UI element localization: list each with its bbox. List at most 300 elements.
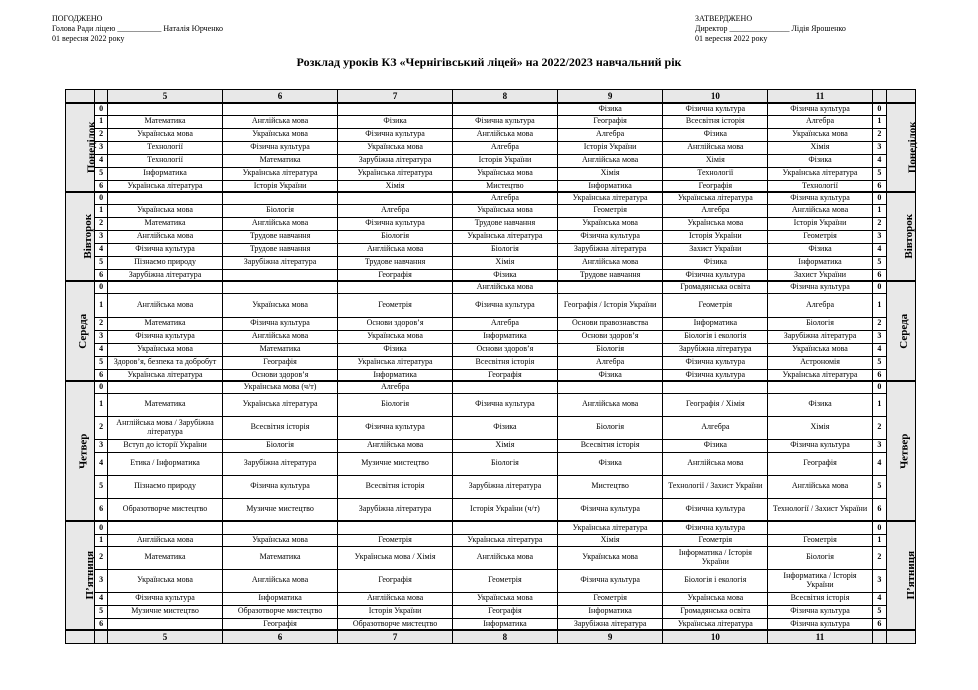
grade-header: 9 bbox=[558, 90, 663, 104]
subject-cell: Трудове навчання bbox=[222, 243, 338, 256]
subject-cell: Фізична культура bbox=[452, 115, 557, 128]
subject-cell: Фізична культура bbox=[663, 356, 768, 369]
subject-cell: Українська мова (ч/т) bbox=[222, 381, 338, 393]
day-name: Понеділок bbox=[906, 121, 919, 174]
subject-cell: Алгебра bbox=[768, 293, 872, 317]
lesson-number: 5 bbox=[94, 356, 107, 369]
subject-cell: Пізнаємо природу bbox=[108, 256, 223, 269]
subject-cell: Географія / Хімія bbox=[663, 393, 768, 416]
subject-cell: Хімія bbox=[558, 534, 663, 546]
page-title: Розклад уроків КЗ «Чернігівський ліцей» на 2022/2023 навчальний рік bbox=[296, 55, 682, 69]
lesson-row bbox=[66, 592, 916, 605]
subject-cell: Англійська мова / Зарубіжна література bbox=[108, 416, 223, 439]
subject-cell: Біологія bbox=[768, 546, 872, 569]
subject-cell: Англійська мова bbox=[338, 439, 453, 452]
lesson-number: 4 bbox=[872, 243, 886, 256]
subject-cell: Основи здоров’я bbox=[558, 330, 663, 343]
subject-cell: Астрономія bbox=[768, 356, 872, 369]
lesson-number: 0 bbox=[872, 381, 886, 393]
lesson-number: 1 bbox=[94, 204, 107, 217]
grade-header: 8 bbox=[452, 630, 557, 644]
subject-cell: Вступ до історії України bbox=[108, 439, 223, 452]
lesson-row bbox=[66, 439, 916, 452]
subject-cell bbox=[558, 381, 663, 393]
grade-header: 8 bbox=[452, 90, 557, 104]
subject-cell: Українська мова bbox=[452, 204, 557, 217]
corner-cell bbox=[94, 90, 107, 104]
subject-cell: Хімія bbox=[452, 256, 557, 269]
subject-cell: Фізика bbox=[663, 256, 768, 269]
day-name: Четвер bbox=[77, 433, 90, 469]
subject-cell: Англійська мова bbox=[222, 115, 338, 128]
subject-cell: Біологія bbox=[222, 439, 338, 452]
lesson-number: 6 bbox=[94, 618, 107, 630]
lesson-number: 6 bbox=[872, 618, 886, 630]
lesson-number: 6 bbox=[872, 369, 886, 381]
lesson-number: 2 bbox=[872, 416, 886, 439]
subject-cell: Інформатика / Історія України bbox=[768, 569, 872, 592]
subject-cell: Фізика bbox=[768, 393, 872, 416]
subject-cell: Українська мова bbox=[558, 546, 663, 569]
subject-cell: Інформатика bbox=[663, 317, 768, 330]
lesson-number: 4 bbox=[94, 452, 107, 475]
subject-cell: Алгебра bbox=[768, 115, 872, 128]
subject-cell: Хімія bbox=[663, 154, 768, 167]
subject-cell: Фізика bbox=[558, 369, 663, 381]
lesson-number: 1 bbox=[94, 393, 107, 416]
subject-cell: Алгебра bbox=[338, 204, 453, 217]
grade-header: 10 bbox=[663, 90, 768, 104]
subject-cell: Трудове навчання bbox=[222, 230, 338, 243]
subject-cell bbox=[768, 521, 872, 534]
subject-cell: Фізична культура bbox=[768, 439, 872, 452]
subject-cell: Англійська мова bbox=[663, 452, 768, 475]
lesson-row bbox=[66, 317, 916, 330]
grade-header: 6 bbox=[222, 630, 338, 644]
subject-cell: Біологія bbox=[452, 243, 557, 256]
subject-cell: Образотворче мистецтво bbox=[222, 605, 338, 618]
subject-cell: Математика bbox=[222, 546, 338, 569]
subject-cell: Музичне мистецтво bbox=[108, 605, 223, 618]
subject-cell: Фізика bbox=[663, 439, 768, 452]
subject-cell: Історія України bbox=[338, 605, 453, 618]
subject-cell: Фізична культура bbox=[108, 592, 223, 605]
subject-cell bbox=[222, 269, 338, 281]
grade-header: 10 bbox=[663, 630, 768, 644]
subject-cell: Технології bbox=[108, 154, 223, 167]
lesson-row bbox=[66, 618, 916, 630]
subject-cell: Громадянська освіта bbox=[663, 605, 768, 618]
subject-cell bbox=[338, 521, 453, 534]
lesson-row bbox=[66, 416, 916, 439]
subject-cell: Інформатика bbox=[108, 167, 223, 180]
lesson-number: 3 bbox=[94, 330, 107, 343]
subject-cell: Історія України bbox=[558, 141, 663, 154]
subject-cell: Фізична культура bbox=[663, 498, 768, 521]
corner-cell bbox=[887, 90, 916, 104]
grade-footer-row bbox=[66, 630, 916, 644]
subject-cell: Англійська мова bbox=[452, 128, 557, 141]
subject-cell: Українська мова bbox=[222, 293, 338, 317]
subject-cell: Етика / Інформатика bbox=[108, 452, 223, 475]
lesson-number: 3 bbox=[94, 230, 107, 243]
subject-cell: Хімія bbox=[452, 439, 557, 452]
subject-cell: Математика bbox=[108, 217, 223, 230]
subject-cell bbox=[338, 281, 453, 293]
subject-cell: Українська мова bbox=[663, 217, 768, 230]
lesson-number: 0 bbox=[872, 103, 886, 115]
lesson-row bbox=[66, 381, 916, 393]
lesson-number: 0 bbox=[94, 103, 107, 115]
subject-cell: Математика bbox=[222, 343, 338, 356]
subject-cell: Фізика bbox=[768, 154, 872, 167]
subject-cell: Українська мова bbox=[108, 204, 223, 217]
lesson-number: 6 bbox=[94, 369, 107, 381]
lesson-number: 6 bbox=[94, 269, 107, 281]
lesson-number: 5 bbox=[94, 167, 107, 180]
subject-cell: Алгебра bbox=[663, 416, 768, 439]
corner-cell bbox=[872, 90, 886, 104]
subject-cell: Інформатика bbox=[222, 592, 338, 605]
lesson-number: 4 bbox=[94, 343, 107, 356]
subject-cell: Основи здоров’я bbox=[222, 369, 338, 381]
subject-cell: Англійська мова bbox=[558, 154, 663, 167]
lesson-number: 1 bbox=[872, 534, 886, 546]
lesson-number: 3 bbox=[872, 330, 886, 343]
subject-cell: Геометрія bbox=[663, 293, 768, 317]
day-label bbox=[66, 521, 95, 630]
subject-cell: Образотворче мистецтво bbox=[338, 618, 453, 630]
lesson-number: 2 bbox=[872, 317, 886, 330]
subject-cell: Фізична культура bbox=[768, 192, 872, 204]
subject-cell bbox=[452, 521, 557, 534]
subject-cell: Фізична культура bbox=[558, 569, 663, 592]
subject-cell: Зарубіжна література bbox=[558, 618, 663, 630]
subject-cell: Зарубіжна література bbox=[452, 475, 557, 498]
subject-cell: Англійська мова bbox=[108, 534, 223, 546]
lesson-number: 5 bbox=[872, 167, 886, 180]
subject-cell: Фізична культура bbox=[768, 618, 872, 630]
lesson-row bbox=[66, 452, 916, 475]
subject-cell: Зарубіжна література bbox=[222, 256, 338, 269]
subject-cell: Алгебра bbox=[452, 192, 557, 204]
day-label bbox=[887, 192, 916, 281]
subject-cell: Математика bbox=[108, 115, 223, 128]
corner-cell bbox=[66, 90, 95, 104]
subject-cell: Українська література bbox=[663, 618, 768, 630]
grade-header: 7 bbox=[338, 90, 453, 104]
subject-cell: Зарубіжна література bbox=[338, 498, 453, 521]
subject-cell: Англійська мова bbox=[768, 475, 872, 498]
day-name: Вівторок bbox=[82, 214, 95, 259]
subject-cell: Мистецтво bbox=[452, 180, 557, 192]
subject-cell: Трудове навчання bbox=[558, 269, 663, 281]
subject-cell: Фізична культура bbox=[108, 330, 223, 343]
subject-cell bbox=[663, 381, 768, 393]
lesson-row bbox=[66, 204, 916, 217]
lesson-row bbox=[66, 293, 916, 317]
subject-cell bbox=[222, 281, 338, 293]
subject-cell: Громадянська освіта bbox=[663, 281, 768, 293]
subject-cell: Фізична культура bbox=[663, 103, 768, 115]
corner-cell bbox=[872, 630, 886, 644]
lesson-number: 4 bbox=[94, 592, 107, 605]
day-label bbox=[66, 192, 95, 281]
lesson-number: 0 bbox=[94, 521, 107, 534]
subject-cell: Українська мова bbox=[222, 534, 338, 546]
subject-cell: Всесвітня історія bbox=[558, 439, 663, 452]
subject-cell: Фізика bbox=[452, 269, 557, 281]
subject-cell: Фізика bbox=[338, 343, 453, 356]
subject-cell: Українська мова bbox=[452, 592, 557, 605]
lesson-number: 3 bbox=[872, 230, 886, 243]
subject-cell: Біологія bbox=[222, 204, 338, 217]
lesson-number: 0 bbox=[94, 192, 107, 204]
corner-cell bbox=[887, 630, 916, 644]
lesson-number: 6 bbox=[94, 498, 107, 521]
subject-cell: Українська мова bbox=[108, 128, 223, 141]
subject-cell: Зарубіжна література bbox=[222, 452, 338, 475]
subject-cell: Географія bbox=[338, 269, 453, 281]
subject-cell: Біологія і екологія bbox=[663, 569, 768, 592]
day-name: Середа bbox=[77, 313, 90, 349]
subject-cell: Українська література bbox=[452, 230, 557, 243]
subject-cell: Алгебра bbox=[558, 356, 663, 369]
subject-cell: Фізика bbox=[452, 416, 557, 439]
subject-cell: Географія / Історія України bbox=[558, 293, 663, 317]
subject-cell: Українська мова bbox=[338, 330, 453, 343]
subject-cell: Фізика bbox=[663, 128, 768, 141]
lesson-number: 0 bbox=[872, 281, 886, 293]
subject-cell: Біологія bbox=[558, 343, 663, 356]
subject-cell bbox=[108, 103, 223, 115]
subject-cell: Біологія bbox=[768, 317, 872, 330]
lesson-row bbox=[66, 217, 916, 230]
subject-cell: Геометрія bbox=[768, 230, 872, 243]
subject-cell: Хімія bbox=[768, 141, 872, 154]
subject-cell: Геометрія bbox=[338, 293, 453, 317]
lesson-row bbox=[66, 534, 916, 546]
subject-cell: Трудове навчання bbox=[452, 217, 557, 230]
subject-cell: Біологія bbox=[558, 416, 663, 439]
subject-cell: Англійська мова bbox=[452, 546, 557, 569]
approval-signer: Директор _______________ Лідія Ярошенко bbox=[695, 24, 846, 33]
subject-cell bbox=[768, 381, 872, 393]
subject-cell: Технології / Захист України bbox=[768, 498, 872, 521]
subject-cell: Інформатика bbox=[338, 369, 453, 381]
lesson-number: 0 bbox=[872, 521, 886, 534]
lesson-number: 5 bbox=[94, 475, 107, 498]
subject-cell: Фізика bbox=[768, 243, 872, 256]
lesson-row bbox=[66, 343, 916, 356]
subject-cell: Історія України bbox=[768, 217, 872, 230]
lesson-number: 1 bbox=[94, 115, 107, 128]
lesson-number: 6 bbox=[94, 180, 107, 192]
subject-cell: Інформатика bbox=[558, 605, 663, 618]
subject-cell: Хімія bbox=[768, 416, 872, 439]
day-label bbox=[887, 281, 916, 381]
lesson-row bbox=[66, 192, 916, 204]
subject-cell: Українська література bbox=[222, 167, 338, 180]
subject-cell: Фізична культура bbox=[108, 243, 223, 256]
lesson-row bbox=[66, 356, 916, 369]
subject-cell: Географія bbox=[452, 605, 557, 618]
lesson-number: 3 bbox=[94, 439, 107, 452]
subject-cell: Здоров’я, безпека та добробут bbox=[108, 356, 223, 369]
subject-cell: Українська мова / Хімія bbox=[338, 546, 453, 569]
lesson-row bbox=[66, 498, 916, 521]
approval-date: 01 вересня 2022 року bbox=[52, 34, 125, 43]
subject-cell: Фізика bbox=[558, 452, 663, 475]
subject-cell bbox=[108, 281, 223, 293]
lesson-row bbox=[66, 230, 916, 243]
subject-cell: Українська література bbox=[338, 356, 453, 369]
lesson-number: 4 bbox=[94, 243, 107, 256]
subject-cell: Фізична культура bbox=[222, 141, 338, 154]
lesson-row bbox=[66, 269, 916, 281]
subject-cell bbox=[108, 381, 223, 393]
subject-cell bbox=[222, 521, 338, 534]
lesson-row bbox=[66, 243, 916, 256]
subject-cell: Українська література bbox=[558, 521, 663, 534]
subject-cell: Українська мова bbox=[338, 141, 453, 154]
day-label bbox=[66, 281, 95, 381]
subject-cell: Англійська мова bbox=[558, 256, 663, 269]
subject-cell bbox=[222, 103, 338, 115]
subject-cell: Хімія bbox=[558, 167, 663, 180]
day-name: П’ятниця bbox=[84, 551, 97, 600]
subject-cell: Фізична культура bbox=[558, 230, 663, 243]
subject-cell bbox=[452, 381, 557, 393]
subject-cell: Інформатика / Історія України bbox=[663, 546, 768, 569]
day-name: Понеділок bbox=[85, 121, 98, 174]
lesson-row bbox=[66, 128, 916, 141]
subject-cell: Математика bbox=[108, 393, 223, 416]
subject-cell: Українська мова bbox=[452, 167, 557, 180]
subject-cell: Географія bbox=[768, 452, 872, 475]
lesson-row bbox=[66, 546, 916, 569]
lesson-row bbox=[66, 256, 916, 269]
subject-cell: Фізична культура bbox=[222, 475, 338, 498]
subject-cell: Англійська мова bbox=[768, 204, 872, 217]
subject-cell bbox=[338, 192, 453, 204]
subject-cell: Історія України bbox=[663, 230, 768, 243]
subject-cell bbox=[108, 618, 223, 630]
subject-cell: Англійська мова bbox=[338, 592, 453, 605]
subject-cell: Українська література bbox=[768, 369, 872, 381]
subject-cell: Англійська мова bbox=[108, 293, 223, 317]
subject-cell: Англійська мова bbox=[558, 393, 663, 416]
lesson-number: 1 bbox=[94, 293, 107, 317]
lesson-number: 3 bbox=[94, 141, 107, 154]
lesson-number: 5 bbox=[872, 356, 886, 369]
day-label bbox=[887, 521, 916, 630]
subject-cell bbox=[108, 521, 223, 534]
subject-cell: Фізична культура bbox=[558, 498, 663, 521]
grade-header: 5 bbox=[108, 630, 223, 644]
grade-header: 5 bbox=[108, 90, 223, 104]
corner-cell bbox=[66, 630, 95, 644]
subject-cell bbox=[558, 281, 663, 293]
subject-cell: Біологія bbox=[338, 230, 453, 243]
subject-cell: Зарубіжна література bbox=[558, 243, 663, 256]
subject-cell: Зарубіжна література bbox=[663, 343, 768, 356]
lesson-row bbox=[66, 115, 916, 128]
day-label bbox=[887, 103, 919, 192]
subject-cell: Музичне мистецтво bbox=[338, 452, 453, 475]
subject-cell: Біологія bbox=[452, 452, 557, 475]
lesson-row bbox=[66, 281, 916, 293]
lesson-number: 5 bbox=[872, 256, 886, 269]
subject-cell: Основи здоров’я bbox=[452, 343, 557, 356]
subject-cell: Фізична культура bbox=[452, 393, 557, 416]
subject-cell: Українська мова bbox=[663, 592, 768, 605]
lesson-number: 5 bbox=[872, 475, 886, 498]
subject-cell: Зарубіжна література bbox=[338, 154, 453, 167]
subject-cell: Технології bbox=[768, 180, 872, 192]
subject-cell: Геометрія bbox=[338, 534, 453, 546]
subject-cell: Зарубіжна література bbox=[108, 269, 223, 281]
grade-header: 11 bbox=[768, 90, 872, 104]
subject-cell: Геометрія bbox=[663, 534, 768, 546]
subject-cell: Інформатика bbox=[768, 256, 872, 269]
subject-cell: Історія України bbox=[222, 180, 338, 192]
lesson-number: 5 bbox=[94, 256, 107, 269]
lesson-number: 5 bbox=[94, 605, 107, 618]
subject-cell: Фізична культура bbox=[452, 293, 557, 317]
lesson-row bbox=[66, 475, 916, 498]
grade-header: 7 bbox=[338, 630, 453, 644]
subject-cell: Українська мова bbox=[222, 128, 338, 141]
lesson-row bbox=[66, 141, 916, 154]
lesson-number: 2 bbox=[94, 317, 107, 330]
day-name: Вівторок bbox=[903, 214, 916, 259]
subject-cell: Інформатика bbox=[452, 618, 557, 630]
subject-cell: Образотворче мистецтво bbox=[108, 498, 223, 521]
subject-cell: Музичне мистецтво bbox=[222, 498, 338, 521]
subject-cell: Фізична культура bbox=[663, 521, 768, 534]
lesson-number: 1 bbox=[872, 115, 886, 128]
subject-cell: Українська мова bbox=[108, 343, 223, 356]
day-name: Четвер bbox=[898, 433, 911, 469]
lesson-number: 2 bbox=[872, 217, 886, 230]
subject-cell: Англійська мова bbox=[222, 330, 338, 343]
subject-cell: Англійська мова bbox=[108, 230, 223, 243]
lesson-number: 0 bbox=[94, 281, 107, 293]
subject-cell: Алгебра bbox=[452, 317, 557, 330]
subject-cell: Українська мова bbox=[768, 343, 872, 356]
subject-cell: Математика bbox=[222, 154, 338, 167]
subject-cell: Українська література bbox=[558, 192, 663, 204]
approval-block-left bbox=[52, 14, 223, 44]
subject-cell: Англійська мова bbox=[663, 141, 768, 154]
lesson-number: 2 bbox=[94, 128, 107, 141]
subject-cell: Українська література bbox=[768, 167, 872, 180]
lesson-row bbox=[66, 605, 916, 618]
subject-cell: Історія України bbox=[452, 154, 557, 167]
grade-header: 6 bbox=[222, 90, 338, 104]
subject-cell: Географія bbox=[222, 356, 338, 369]
subject-cell: Українська література bbox=[222, 393, 338, 416]
corner-cell bbox=[94, 630, 107, 644]
lesson-row bbox=[66, 569, 916, 592]
approval-title: ПОГОДЖЕНО bbox=[52, 14, 103, 23]
lesson-number: 1 bbox=[872, 204, 886, 217]
subject-cell: Географія bbox=[338, 569, 453, 592]
subject-cell: Біологія bbox=[338, 393, 453, 416]
subject-cell: Українська мова bbox=[558, 217, 663, 230]
subject-cell: Українська література bbox=[108, 369, 223, 381]
